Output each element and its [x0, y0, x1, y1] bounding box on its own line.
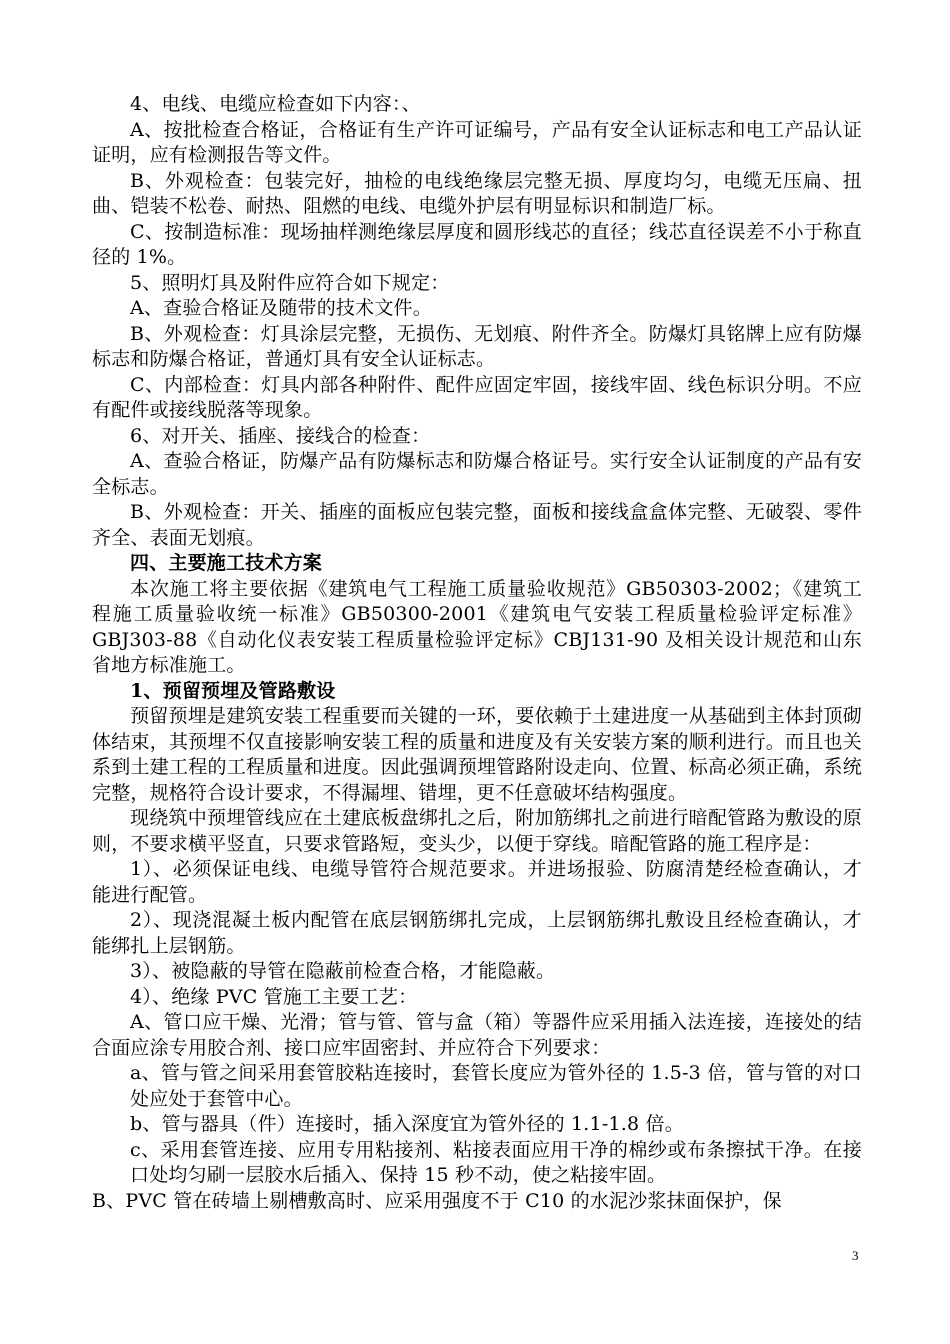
paragraph: 4）、绝缘 PVC 管施工主要工艺： — [130, 985, 418, 1008]
page-body — [92, 92, 862, 1214]
paragraph: 现绕筑中预埋管线应在土建底板盘绑扎之后，附加筋绑扎之前进行暗配管路为敷设的原则，不要求横平竖直，只要求管路短，变头少，以便于穿线。暗配管路的施工程序是： — [92, 807, 862, 855]
paragraph: 预留预埋是建筑安装工程重要而关键的一环，要依赖于土建进度一从基础到主体封顶砌体结束，其预埋不仅直接影响安装工程的质量和进度及有关安装方案的顺利进行。而且也关系到土建工程的工程质量和进度。因此强调预埋管路附设走向、位置、标高必须正确，系统完整，规格符合设计要求，不得漏埋、错埋，更不任意破坏结构强度。 — [92, 705, 862, 804]
paragraph: A、查验合格证，防爆产品有防爆标志和防爆合格证号。实行安全认证制度的产品有安全标志。 — [92, 450, 862, 498]
paragraph: 1）、必须保证电线、电缆导管符合规范要求。并进场报验、防腐清楚经检查确认，才能进行配管。 — [92, 858, 862, 906]
paragraph: B、外观检查：包装完好，抽检的电线绝缘层完整无损、厚度均匀，电缆无压扁、扭曲、铠装不松卷、耐热、阻燃的电线、电缆外护层有明显标识和制造厂标。 — [92, 169, 862, 217]
paragraph: 6、对开关、插座、接线合的检查： — [130, 424, 431, 447]
subsection-heading: 1、预留预埋及管路敷设 — [130, 679, 336, 702]
paragraph: C、内部检查：灯具内部各种附件、配件应固定牢固，接线牢固、线色标识分明。不应有配件或接线脱落等现象。 — [92, 373, 862, 421]
paragraph: C、按制造标准：现场抽样测绝缘层厚度和圆形线芯的直径；线芯直径误差不小于称直径的 1%。 — [92, 220, 862, 268]
list-item: c、采用套管连接、应用专用粘接剂、粘接表面应用干净的棉纱或布条擦拭干净。在接口处均匀刷一层胶水后插入、保持 15 秒不动，使之粘接牢固。 — [130, 1138, 862, 1186]
paragraph: A、管口应干燥、光滑；管与管、管与盒（箱）等器件应采用插入法连接，连接处的结合面应涂专用胶合剂、接口应牢固密封、并应符合下列要求： — [92, 1011, 862, 1059]
paragraph: B、外观检查：开关、插座的面板应包装完整，面板和接线盒盒体完整、无破裂、零件齐全、表面无划痕。 — [92, 501, 862, 549]
paragraph: A、查验合格证及随带的技术文件。 — [130, 297, 432, 319]
paragraph: 2）、现浇混凝土板内配管在底层钢筋绑扎完成，上层钢筋绑扎敷设且经检查确认，才能绑扎上层钢筋。 — [92, 909, 862, 957]
paragraph: B、PVC 管在砖墙上剔槽敷高时、应采用强度不于 C10 的水泥沙浆抹面保护，保 — [92, 1189, 782, 1212]
paragraph: 4、电线、电缆应检查如下内容：、 — [130, 93, 421, 115]
paragraph: A、按批检查合格证，合格证有生产许可证编号，产品有安全认证标志和电工产品认证证明，应有检测报告等文件。 — [92, 118, 862, 166]
paragraph: B、外观检查：灯具涂层完整，无损伤、无划痕、附件齐全。防爆灯具铭牌上应有防爆标志和防爆合格证，普通灯具有安全认证标志。 — [92, 322, 862, 370]
paragraph: 5、照明灯具及附件应符合如下规定： — [130, 271, 450, 294]
page-number: 3 — [852, 1248, 859, 1263]
list-item: a、管与管之间采用套管胶粘连接时，套管长度应为管外径的 1.5-3 倍，管与管的对口处应处于套管中心。 — [130, 1062, 862, 1110]
list-item: b、管与器具（件）连接时，插入深度宜为管外径的 1.1-1.8 倍。 — [130, 1113, 684, 1135]
section-heading: 四、主要施工技术方案 — [130, 552, 323, 574]
paragraph: 3）、被隐蔽的导管在隐蔽前检查合格，才能隐蔽。 — [130, 960, 556, 982]
paragraph: 本次施工将主要依据《建筑电气工程施工质量验收规范》GB50303-2002；《建筑工程施工质量验收统一标准》GB50300-2001《建筑电气安装工程质量检验评定标准》GBJ303-88《自动化仪表安装工程质量检验评定标》CBJ131-90 及相关设计规范和山东省地方标准施工。 — [92, 577, 862, 676]
